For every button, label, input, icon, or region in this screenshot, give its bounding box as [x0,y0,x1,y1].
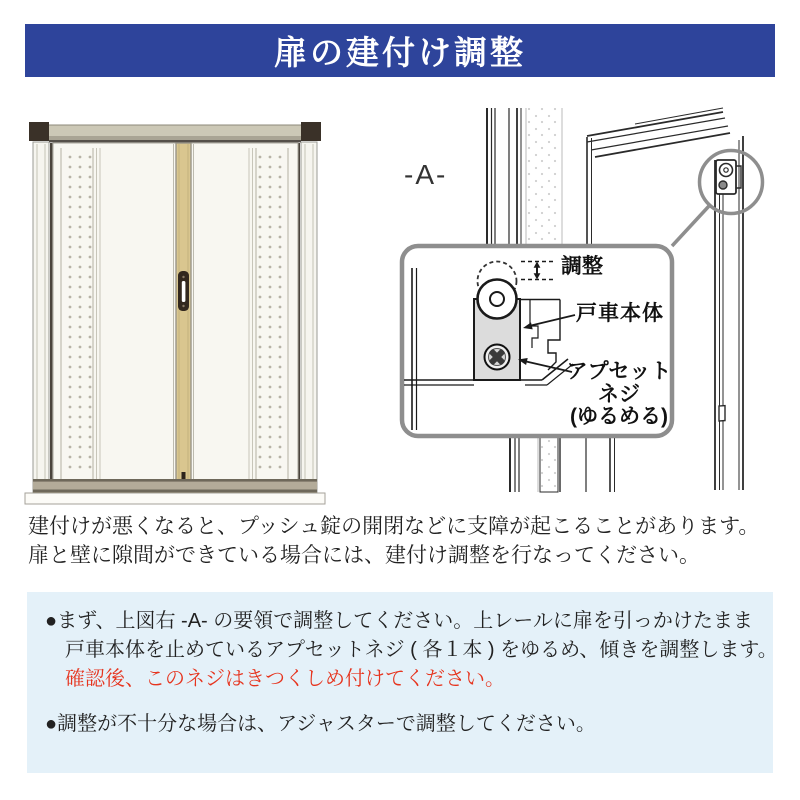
section-label-a: -A- [404,159,448,190]
upset-screw [485,345,510,370]
latch-detail [719,406,725,421]
upper-rail-lines [587,108,730,157]
roller-body-label: 戸車本体 [576,302,664,325]
corner-roller-bracket [716,160,741,194]
adjust-label: 調整 [561,255,603,278]
upset-screw-label-line3: (ゆるめる) [570,405,668,428]
door-stile-lines-lower [510,437,615,492]
bullet1-line1: ●まず、上図右 -A- の要領で調整してください。上レールに扉を引っかけたまま [45,610,753,632]
page-title: 扉の建付け調整 [274,34,526,71]
upset-screw-label-line2: ネジ [598,382,640,406]
instruction-box-content [27,592,778,739]
bullet1-line2: 戸車本体を止めているアプセットネジ ( 各１本 ) をゆるめ、傾きを調整します。 [65,639,778,661]
header-bar [25,24,775,77]
upset-screw-label-line1: アプセット [566,360,672,383]
instruction-box [27,592,778,773]
bullet1-warning: 確認後、このネジはきつくしめ付けてください。 [65,668,505,690]
door-handle [178,271,189,311]
bullet2-line1: ●調整が不十分な場合は、アジャスターで調整してください。 [45,713,596,735]
intro-paragraph [28,512,788,570]
door-front-illustration [15,112,335,506]
upset-screw-label [566,361,672,429]
intro-line2: 扉と壁に隙間ができている場合には、建付け調整を行なってください。 [28,544,700,567]
magnifier-leader-line [672,206,709,246]
intro-line1: 建付けが悪くなると、プッシュ錠の開閉などに支障が起こることがあります。 [28,515,760,538]
